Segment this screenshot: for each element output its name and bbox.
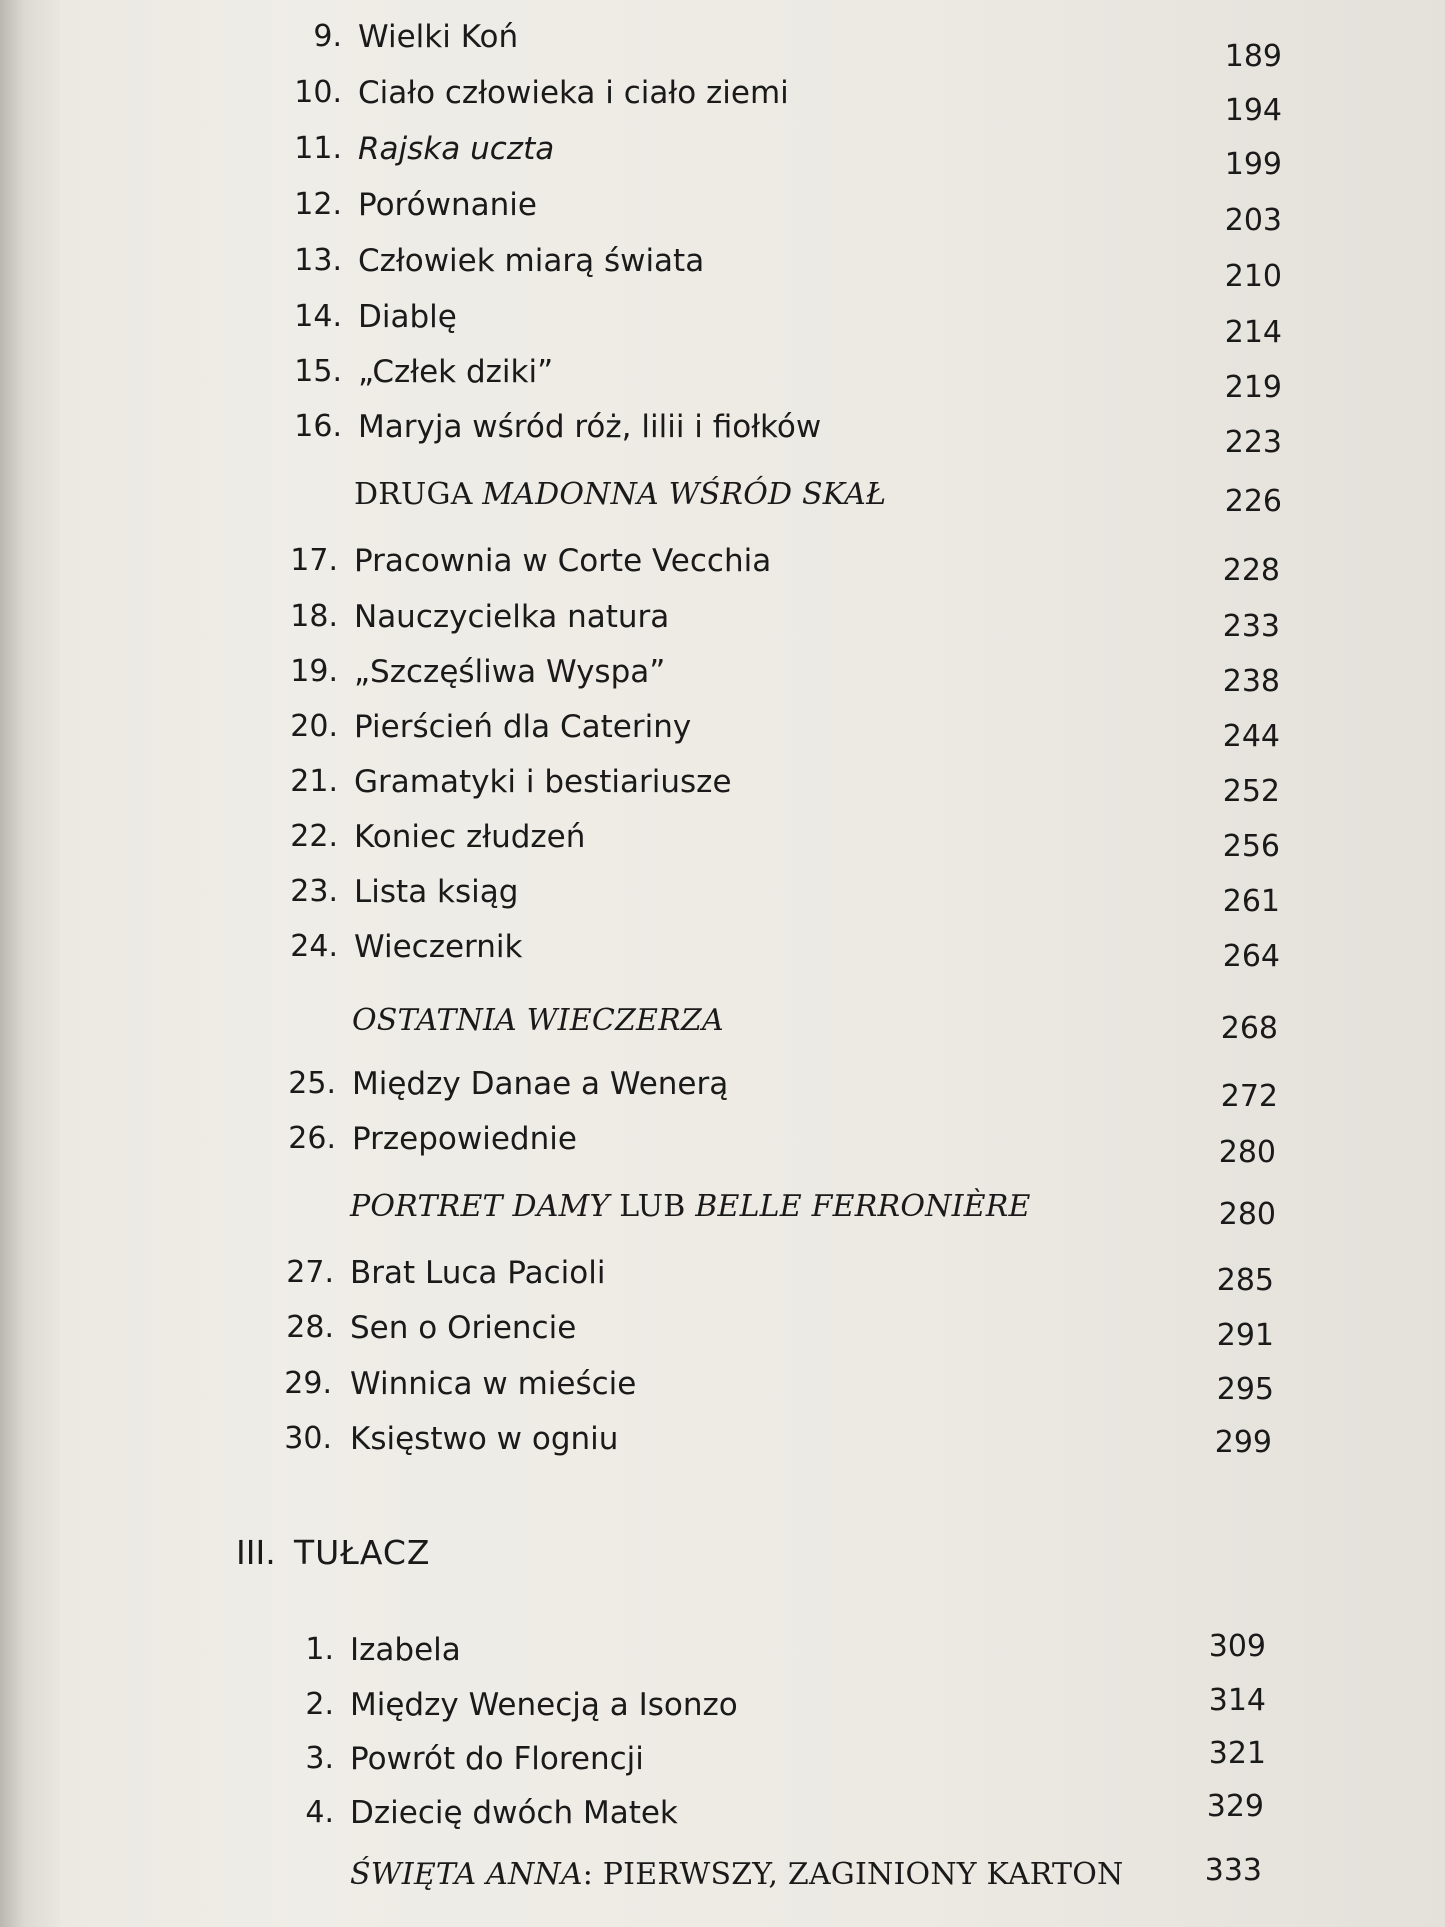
entry-number: 23. — [290, 874, 338, 909]
toc-section-heading — [0, 1850, 1445, 1900]
entry-number: 21. — [290, 764, 338, 799]
toc-entry — [0, 1625, 1445, 1675]
entry-number: 9. — [313, 19, 342, 54]
entry-title: Powrót do Florencji — [350, 1741, 644, 1777]
entry-title: Między Wenecją a Isonzo — [350, 1687, 738, 1723]
entry-number: 2. — [305, 1687, 334, 1722]
toc-entry — [0, 402, 1445, 460]
section-page: 268 — [1220, 1011, 1278, 1046]
entry-title: Wielki Koń — [358, 19, 519, 55]
toc-entry — [0, 124, 1445, 182]
entry-title: Koniec złudzeń — [354, 819, 586, 855]
entry-page: 199 — [1224, 147, 1282, 182]
entry-title: Pierścień dla Cateriny — [354, 709, 692, 745]
entry-number: 20. — [290, 709, 338, 744]
part-title: TUŁACZ — [294, 1533, 431, 1572]
entry-title: Porównanie — [358, 187, 537, 223]
entry-page: 329 — [1206, 1789, 1264, 1824]
entry-page: 233 — [1222, 609, 1280, 644]
toc-entry — [0, 1414, 1445, 1464]
toc-entry — [0, 1059, 1445, 1114]
part-numeral: III. — [236, 1533, 276, 1572]
toc-entry — [0, 1734, 1445, 1784]
entry-page: 244 — [1222, 719, 1280, 754]
section-page: 280 — [1218, 1197, 1276, 1232]
toc-entry — [0, 922, 1445, 972]
toc-entry — [0, 647, 1445, 697]
section-title-italic: ŚWIĘTA ANNA — [350, 1857, 583, 1892]
section-title-mid: LUB — [609, 1189, 696, 1224]
entry-number: 29. — [284, 1366, 332, 1401]
section-title-italic-2: BELLE FERRONIÈRE — [695, 1189, 1031, 1224]
entry-number: 18. — [290, 599, 338, 634]
toc-entry — [0, 1248, 1445, 1298]
toc-entry — [0, 347, 1445, 405]
entry-number: 10. — [294, 75, 342, 110]
entry-page: 228 — [1222, 553, 1280, 588]
entry-title: „Człek dziki” — [358, 354, 554, 390]
entry-number: 12. — [294, 187, 342, 222]
entry-number: 16. — [294, 409, 342, 444]
entry-title: Nauczycielka natura — [354, 599, 670, 635]
toc-section-heading — [0, 470, 1445, 520]
section-title-prefix: DRUGA — [354, 477, 483, 512]
entry-number: 19. — [290, 654, 338, 689]
section-title — [350, 1182, 1031, 1232]
toc-entry — [0, 1303, 1445, 1353]
entry-page: 223 — [1224, 425, 1282, 460]
entry-page: 203 — [1224, 203, 1282, 238]
entry-title: Wieczernik — [354, 929, 523, 965]
toc-entry — [0, 1680, 1445, 1730]
entry-title: Przepowiednie — [352, 1121, 577, 1157]
entry-page: 238 — [1222, 664, 1280, 699]
entry-number: 30. — [284, 1421, 332, 1456]
entry-title: Maryja wśród róż, lilii i fiołków — [358, 409, 822, 445]
toc-entry — [0, 592, 1445, 642]
entry-number: 3. — [305, 1741, 334, 1776]
entry-number: 25. — [288, 1066, 336, 1101]
entry-page: 189 — [1224, 39, 1282, 74]
entry-page: 252 — [1222, 774, 1280, 809]
entry-page: 194 — [1224, 93, 1282, 128]
entry-number: 17. — [290, 543, 338, 578]
toc-entry — [0, 1359, 1445, 1409]
section-page: 333 — [1204, 1853, 1262, 1888]
entry-number: 13. — [294, 243, 342, 278]
entry-page: 214 — [1224, 315, 1282, 350]
entry-page: 256 — [1222, 829, 1280, 864]
section-page: 226 — [1224, 484, 1282, 519]
entry-page: 210 — [1224, 259, 1282, 294]
entry-number: 26. — [288, 1121, 336, 1156]
entry-title: Diablę — [358, 299, 457, 335]
entry-number: 14. — [294, 299, 342, 334]
entry-page: 321 — [1208, 1736, 1266, 1771]
section-title: OSTATNIA WIECZERZA — [352, 1003, 724, 1038]
section-title — [350, 1850, 1124, 1900]
entry-title: Ciało człowieka i ciało ziemi — [358, 75, 789, 111]
entry-title: Brat Luca Pacioli — [350, 1255, 606, 1291]
entry-page: 309 — [1208, 1629, 1266, 1664]
section-title — [354, 470, 886, 520]
entry-page: 280 — [1218, 1135, 1276, 1170]
section-title-italic: PORTRET DAMY — [350, 1189, 610, 1224]
entry-page: 295 — [1216, 1372, 1274, 1407]
entry-page: 261 — [1222, 884, 1280, 919]
toc-entry — [0, 236, 1445, 294]
section-title-rest: : PIERWSZY, ZAGINIONY KARTON — [582, 1857, 1124, 1892]
entry-title: Między Danae a Wenerą — [352, 1066, 729, 1102]
entry-page: 291 — [1216, 1318, 1274, 1353]
entry-page: 285 — [1216, 1263, 1274, 1298]
toc-entry — [0, 12, 1445, 74]
entry-title: Księstwo w ogniu — [350, 1421, 619, 1457]
entry-page: 264 — [1222, 939, 1280, 974]
toc-entry — [0, 1788, 1445, 1838]
toc-entry — [0, 180, 1445, 238]
toc-section-heading — [0, 996, 1445, 1046]
toc-entry — [0, 812, 1445, 862]
entry-title: Sen o Oriencie — [350, 1310, 577, 1346]
entry-number: 28. — [286, 1310, 334, 1345]
entry-title: Pracownia w Corte Vecchia — [354, 543, 772, 579]
entry-number: 22. — [290, 819, 338, 854]
entry-page: 219 — [1224, 370, 1282, 405]
toc-entry — [0, 757, 1445, 807]
entry-title: Winnica w mieście — [350, 1366, 637, 1402]
toc-entry — [0, 1114, 1445, 1170]
toc-entry — [0, 536, 1445, 586]
entry-page: 299 — [1214, 1425, 1272, 1460]
entry-title: Izabela — [350, 1632, 461, 1668]
toc-entry — [0, 867, 1445, 917]
toc-entry — [0, 292, 1445, 350]
entry-number: 24. — [290, 929, 338, 964]
entry-number: 27. — [286, 1255, 334, 1290]
entry-page: 272 — [1220, 1079, 1278, 1114]
section-title-italic: MADONNA WŚRÓD SKAŁ — [482, 477, 887, 512]
entry-page: 314 — [1208, 1683, 1266, 1718]
entry-number: 11. — [294, 131, 342, 166]
entry-title: Dziecię dwóch Matek — [350, 1795, 678, 1831]
entry-title: „Szczęśliwa Wyspa” — [354, 654, 666, 690]
toc-entry — [0, 702, 1445, 752]
entry-title: Człowiek miarą świata — [358, 243, 705, 279]
entry-title: Gramatyki i bestiariusze — [354, 764, 732, 800]
toc-entry — [0, 68, 1445, 128]
entry-title: Rajska uczta — [358, 131, 555, 167]
part-heading — [0, 1528, 1445, 1578]
toc-section-heading — [0, 1182, 1445, 1232]
entry-number: 15. — [294, 354, 342, 389]
entry-title: Lista ksiąg — [354, 874, 519, 910]
entry-number: 1. — [305, 1632, 334, 1667]
entry-number: 4. — [305, 1795, 334, 1830]
